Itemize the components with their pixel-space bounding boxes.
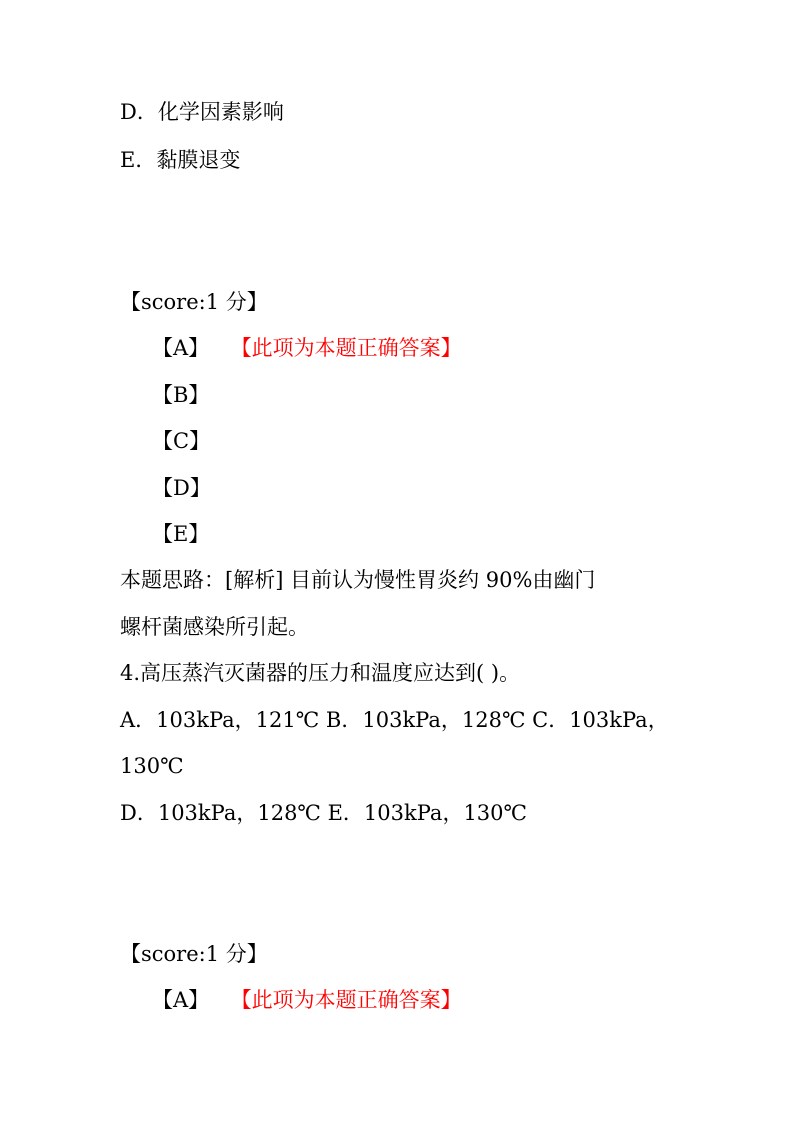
question-4-stem: 4.高压蒸汽灭菌器的压力和温度应达到( )。 — [120, 661, 521, 685]
answer-row-a — [152, 334, 462, 362]
option-d: D．化学因素影响 — [120, 100, 284, 124]
score-label: 【score:1 分】 — [120, 942, 268, 966]
explanation-line-1: 本题思路：[解析] 目前认为慢性胃炎约 90%由幽门 — [120, 568, 596, 592]
option-e: E．黏膜退变 — [120, 148, 241, 172]
choice-e: 【E】 — [152, 522, 210, 546]
correct-answer-mark: 【此项为本题正确答案】 — [241, 336, 462, 360]
explanation-line-2: 螺杆菌感染所引起。 — [120, 615, 309, 639]
choice-c: 【C】 — [152, 429, 211, 453]
choice-d: 【D】 — [152, 476, 211, 500]
question-4-options-line-2: 130℃ — [120, 754, 184, 778]
answer-row-a — [152, 986, 462, 1014]
choice-a: 【A】 — [152, 988, 210, 1012]
score-label: 【score:1 分】 — [120, 290, 268, 314]
choice-a: 【A】 — [152, 336, 210, 360]
choice-b: 【B】 — [152, 383, 210, 407]
correct-answer-mark: 【此项为本题正确答案】 — [241, 988, 462, 1012]
question-4-options-line-1: A．103kPa，121℃ B．103kPa，128℃ C．103kPa， — [120, 708, 669, 732]
question-4-options-line-3: D．103kPa，128℃ E．103kPa，130℃ — [120, 801, 528, 825]
